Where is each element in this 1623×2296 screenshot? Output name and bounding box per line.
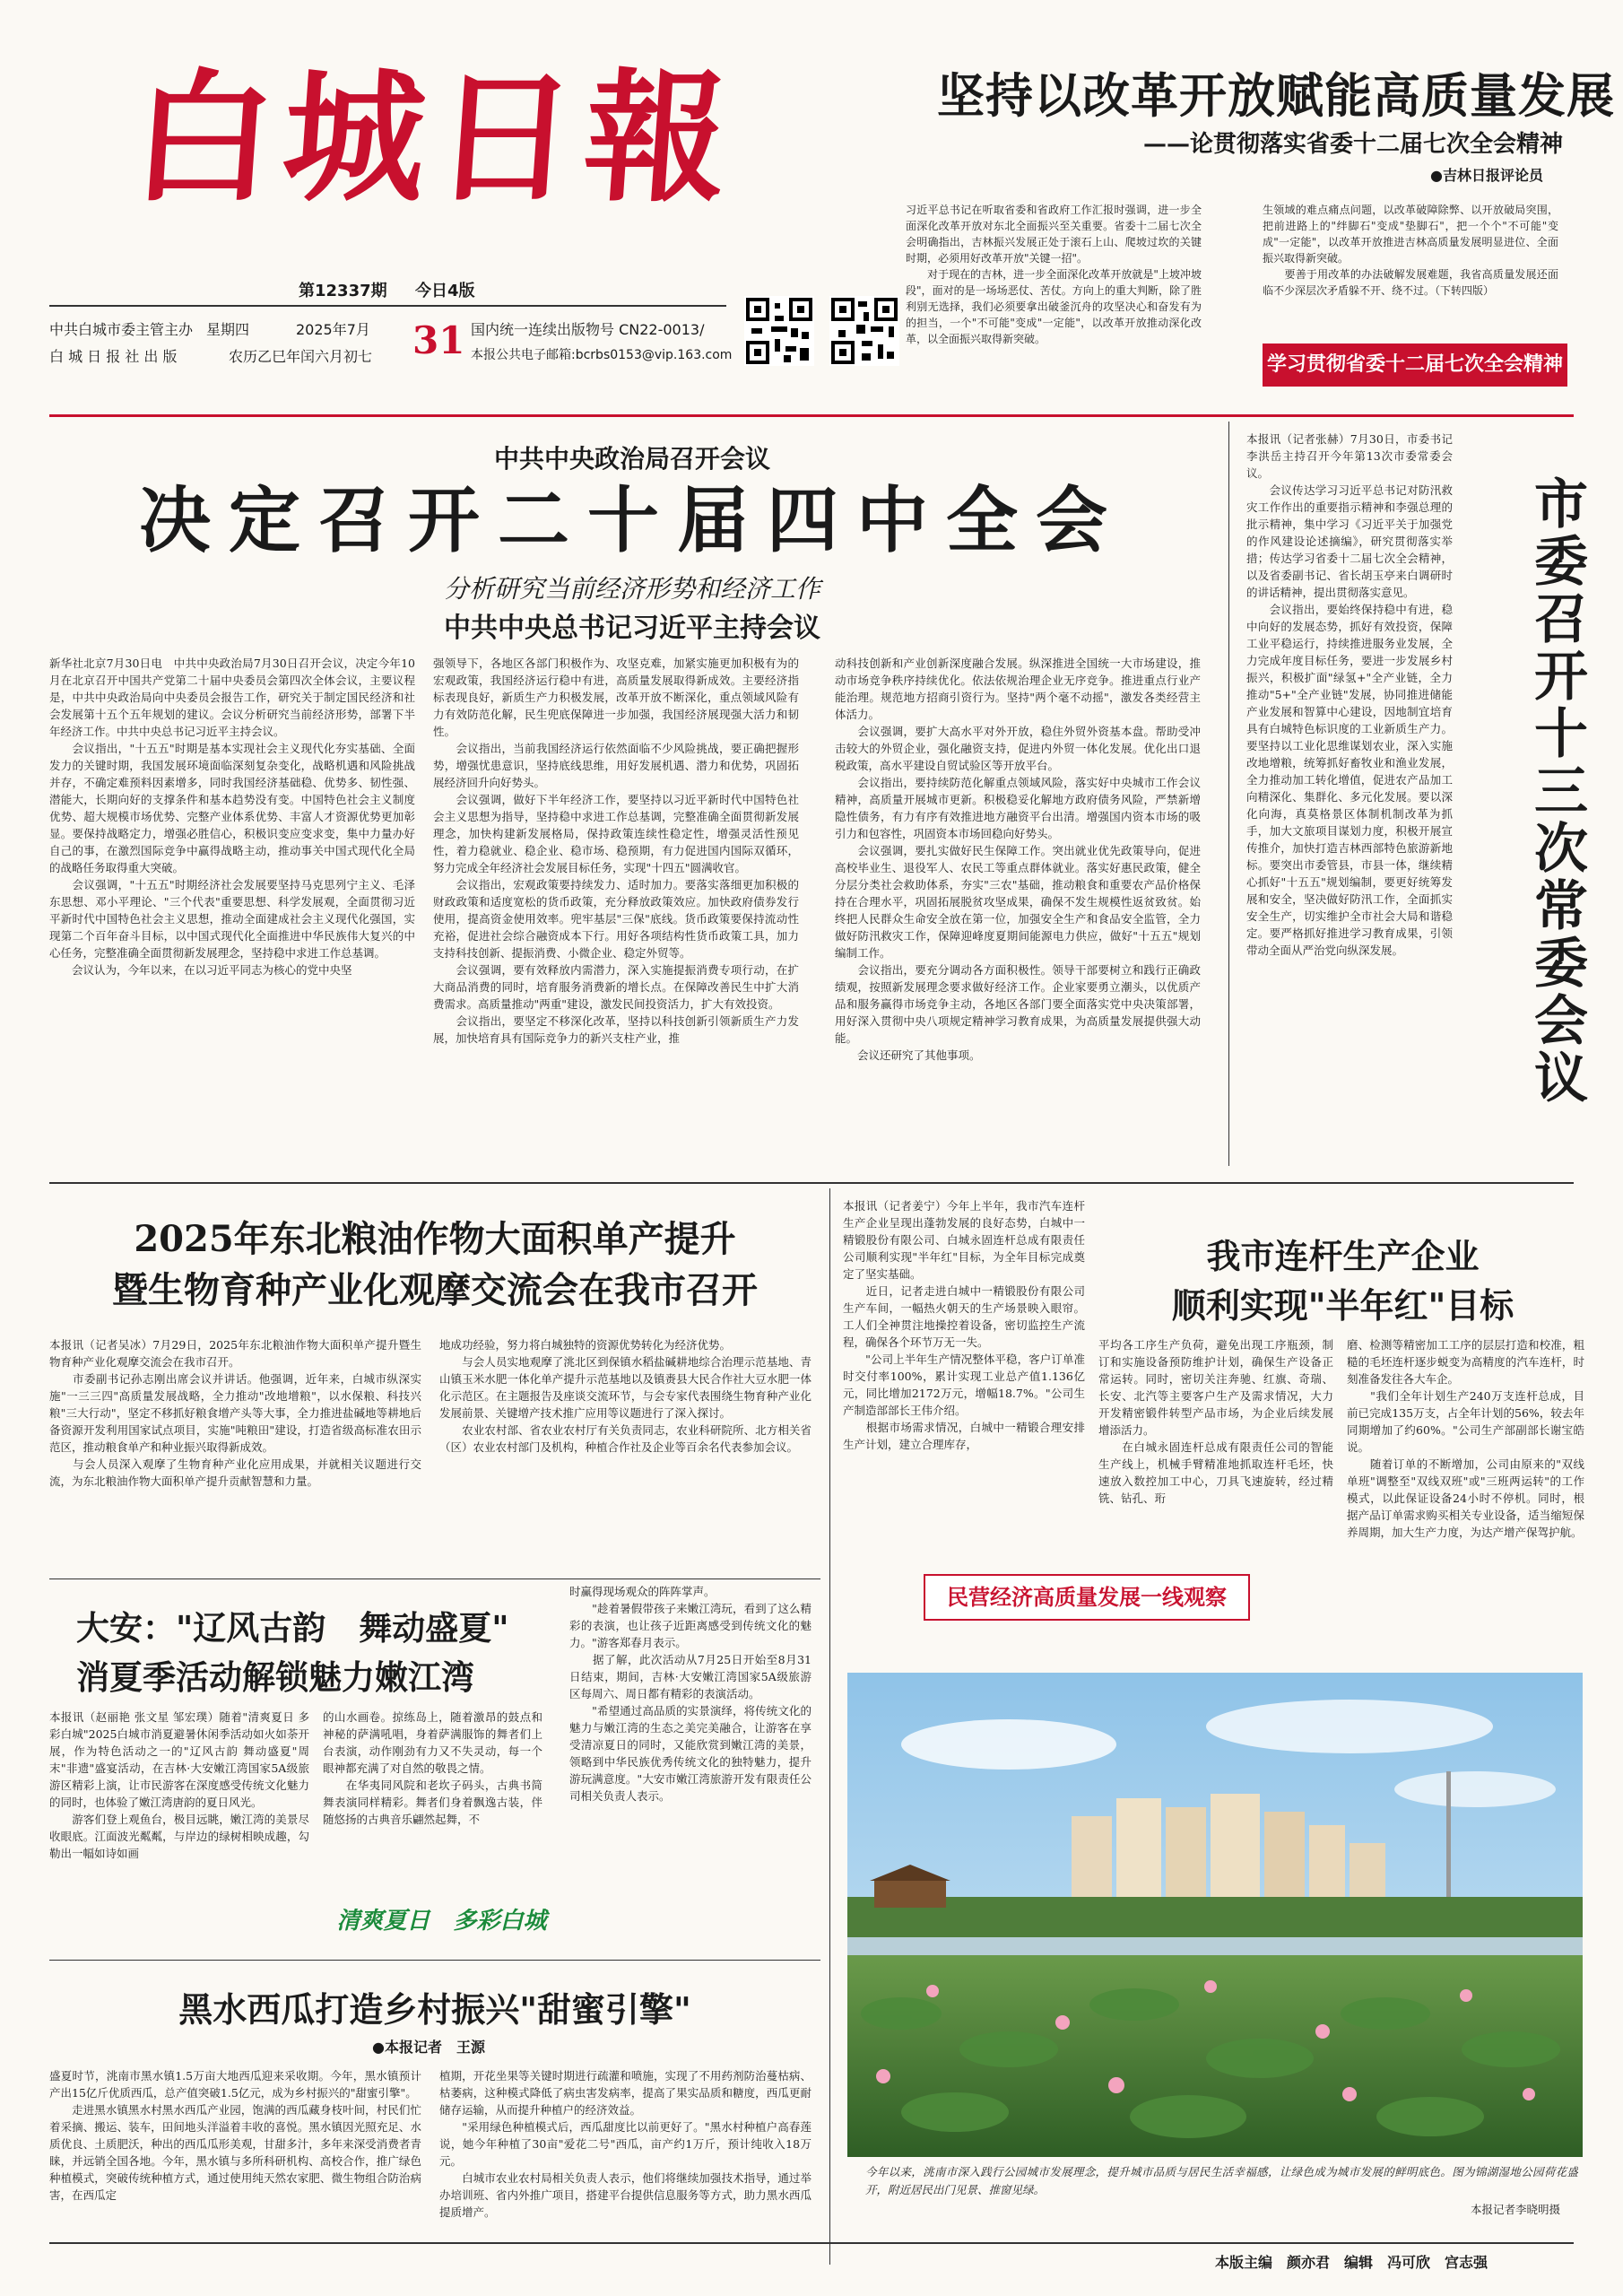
plenum-article <box>49 422 1215 1179</box>
watermelon-byline: ●本报记者 王源 <box>372 2039 485 2056</box>
plenum-headline: 决定召开二十届四中全会 <box>139 478 1125 562</box>
commentary-subtitle: ——论贯彻落实省委十二届七次全会精神 <box>1143 131 1564 158</box>
daan-headline-2: 消夏季活动解锁魅力嫩江湾 <box>76 1657 474 1697</box>
daan-column-1: 本报讯（赵丽艳 张文星 邹宏璞）随着"清爽夏日 多彩白城"2025白城市消夏避暑休闲季活动如火如荼开展，作为特色活动之一的"辽风古韵 舞动盛夏"周末"非遗"盛宴活动，在吉林·大安嫩江湾国家5A级旅游区精彩上演，让市民游客在深度感受传统文化魅力的同时，也体验了嫩江湾唐韵的夏日风光。 游客们登上观鱼台，极目远眺，嫩江湾的美景尽收眼底。江面波光粼粼，与岸边的绿树相映成趣，勾勒出一幅如诗如画 <box>49 1710 309 1860</box>
plenum-column-3: 动科技创新和产业创新深度融合发展。纵深推进全国统一大市场建设，推动市场竞争秩序持续优化。依法依规治理企业无序竞争。推进重点行业产能治理。规范地方招商引资行为。坚持"两个毫不动摇"，激发各类经营主体活力。 会议强调，要扩大高水平对外开放，稳住外贸外资基本盘。帮助受冲击较大的外贸企业，强化融资支持，促进内外贸一体化发展。优化出口退税政策，高水平建设自贸试验区等开放平台。 会议指出，要持续防范化解重点领域风险，落实好中央城市工作会议精神，高质量开展城市更新。积极稳妥化解地方政府债务风险，严禁新增隐性债务，有力有序有效推进地方融资平台出清。增强国内资本市场的吸引力和包容性，巩固资本市场回稳向好势头。 会议强调，要扎实做好民生保障工作。突出就业优先政策导向，促进高校毕业生、退役军人、农民工等重点群体就业。落实好惠民政策，健全分层分类社会救助体系，夯实"三农"基础，推动粮食和重要农产品价格保持在合理水平，巩固拓展脱贫攻坚成果，确保不发生规模性返贫致贫。始终把人民群众生命安全放在第一位，加强安全生产和食品安全监管，全力做好防汛救灾工作，保障迎峰度夏期间能源电力供应，做好"十五五"规划编制工作。 会议指出，要充分调动各方面积极性。领导干部要树立和践行正确政绩观，按照新发展理念要求做好经济工作。企业家要勇立潮头，以优质产品和服务赢得市场竞争主动，各地区各部门要全面落实党中央决策部署，用好深入贯彻中央八项规定精神学习教育成果，为高质量发展提供强大动能。 会议还研究了其他事项。 <box>835 657 1201 1062</box>
column-divider <box>829 1188 830 2265</box>
masthead-divider <box>49 305 726 307</box>
section-divider <box>49 414 1574 417</box>
plenum-subheadline-1: 分析研究当前经济形势和经济工作 <box>443 574 820 604</box>
editor-credits: 本版主编 颜亦君 编辑 冯可欣 宫志强 <box>1215 2254 1488 2271</box>
daan-article <box>49 1583 820 1955</box>
lunar-date: 农历乙巳年闰六月初七 <box>229 348 373 365</box>
watermelon-column-2: 植期，开花坐果等关键时期进行疏灌和喷施，实现了不用药剂防治蔓枯病、枯萎病，这种模式降低了病虫害发病率，提高了果实品质和糖度，西瓜更耐储存运输，从而提升种植户的经济效益。 "采用绿色种植模式后，西瓜甜度比以前更好了。"黑水村种植户高春莲说，她今年种植了30亩"爱花二号"西瓜，亩产约1万斤，预计纯收入18万元。 白城市农业农村局相关负责人表示，他们将继续加强技术指导，通过举办培训班、省内外推广项目，搭建平台提供信息服务等方式，助力黑水西瓜提质增产。 <box>439 2069 812 2219</box>
plenum-column-2: 强领导下，各地区各部门积极作为、攻坚克难，加紧实施更加积极有为的宏观政策，我国经济运行稳中有进，高质量发展取得新成效。主要经济指标表现良好，新质生产力积极发展，改革开放不断深化，重点领域风险有力有效防范化解，民生兜底保障进一步加强，我国经济展现强大活力和韧性。 会议指出，当前我国经济运行依然面临不少风险挑战，要正确把握形势，增强忧患意识，坚持底线思维，用好发展机遇、潜力和优势，巩固拓展经济回升向好势头。 会议强调，做好下半年经济工作，要坚持以习近平新时代中国特色社会主义思想为指导，坚持稳中求进工作总基调，完整准确全面贯彻新发展理念，加快构建新发展格局，保持政策连续性稳定性，增强灵活性预见性，着力稳就业、稳企业、稳市场、稳预期，有力促进国内国际双循环，努力完成全年经济社会发展目标任务，实现"十四五"圆满收官。 会议指出，宏观政策要持续发力、适时加力。要落实落细更加积极的财政政策和适度宽松的货币政策，充分释放政策效应。加快政府债券发行使用，提高资金使用效率。兜牢基层"三保"底线。货币政策要保持流动性充裕，促进社会综合融资成本下行。用好各项结构性货币政策工具，加力支持科技创新、提振消费、小微企业、稳定外贸等。 会议强调，要有效释放内需潜力，深入实施提振消费专项行动，在扩大商品消费的同时，培育服务消费新的增长点。在保障改善民生中扩大消费需求。高质量推动"两重"建设，激发民间投资活力，扩大有效投资。 会议指出，要坚定不移深化改革，坚持以科技创新引领新质生产力发展，加快培育具有国际竞争力的新兴支柱产业，推 <box>433 657 799 1045</box>
private-economy-banner: 民营经济高质量发展一线观察 <box>924 1574 1250 1621</box>
newspaper-logo: 白城日報 <box>126 56 742 222</box>
daan-column-2: 的山水画卷。掠练岛上，随着激昂的鼓点和神秘的萨满吼唱，身着萨满服饰的舞者们上台表演，动作刚劲有力又不失灵动，每一个眼神都充满了对自然的敬畏之情。 在华夷同风院和老坎子码头，古典书简舞表演同样精彩。舞者们身着飘逸古装，伴随悠扬的古典音乐翩然起舞，不 <box>323 1710 542 1826</box>
commentary-column-1: 习近平总书记在听取省委和省政府工作汇报时强调，进一步全面深化改革开放对东北全面振兴至关重要。省委十二届七次全会明确指出，吉林振兴发展正处于滚石上山、爬坡过坎的关键时期，必须用好改革开放"关键一招"。 对于现在的吉林，进一步全面深化改革开放就是"上坡冲坡段"，面对的是一场场恶仗、苦仗。方向上的重大判断，除了胜利别无选择，我们必须要拿出破釜沉舟的攻坚决心和奋发有为的担当，一个"不可能"变成"一定能"，以改革开放推动深化改革，以全面振兴取得新突破。 <box>906 204 1202 345</box>
auto-parts-article <box>843 1188 1587 1655</box>
commentary-column-2: 生领域的难点痛点问题，以改革破障除弊、以开放破局突围，把前进路上的"绊脚石"变成"垫脚石"，把一个个"不可能"变成"一定能"，以改革开放推进吉林高质量发展明显进位、全面振兴取得新突破。 要善于用改革的办法破解发展难题，我省高质量发展还面临不少深层次矛盾躲不开、绕不过。（下转四版） <box>1263 204 1558 297</box>
plenum-kicker: 中共中央政治局召开会议 <box>493 444 770 474</box>
grain-fair-headline-2: 暨生物育种产业化观摩交流会在我市召开 <box>112 1269 758 1311</box>
footer-divider <box>49 2242 1574 2244</box>
lead-commentary <box>906 36 1615 395</box>
auto-parts-column-2: 平均各工序生产负荷，避免出现工序瓶颈，制订和实施设备预防维护计划，确保生产设备正常运转。同时，密切关注奔驰、红旗、奇瑞、长安、北汽等主要客户生产及需求情况，大力开发精密锻件转型产品市场，为企业后续发展增添活力。 在白城永固连杆总成有限责任公司的智能生产线上，机械手臂精准地抓取连杆毛坯，快速放入数控加工中心，刀具飞速旋转，经过精铣、钻孔、珩 <box>1098 1338 1333 1505</box>
plenum-column-1: 新华社北京7月30日电 中共中央政治局7月30日召开会议，决定今年10月在北京召开中国共产党第二十届中央委员会第四次全体会议，主要议程是，中共中央政治局向中央委员会报告工作，研究关于制定国民经济和社会发展第十五个五年规划的建议。会议分析研究当前经济形势，部署下半年经济工作。中共中央总书记习近平主持会议。 会议指出，"十五五"时期是基本实现社会主义现代化夯实基础、全面发力的关键时期，我国发展环境面临深刻复杂变化，战略机遇和风险挑战并存，不确定难预料因素增多，同时我国经济基础稳、优势多、韧性强、潜能大，长期向好的支撑条件和基本趋势没有变。中国特色社会主义制度优势、超大规模市场优势、完整产业体系优势、丰富人才资源优势更加彰显。要保持战略定力，增强必胜信心，积极识变应变求变，集中力量办好自己的事，在激烈国际竞争中赢得战略主动，推动事关中国式现代化全局的战略任务取得重大突破。 会议强调，"十五五"时期经济社会发展要坚持马克思列宁主义、毛泽东思想、邓小平理论、"三个代表"重要思想、科学发展观，全面贯彻习近平新时代中国特色社会主义思想，推动全面建成社会主义现代化强国，实现第二个百年奋斗目标，以中国式现代化全面推进中华民族伟大复兴的中心任务，完整准确全面贯彻新发展理念，坚持稳中求进工作总基调。 会议认为，今年以来，在以习近平同志为核心的党中央坚 <box>49 657 415 977</box>
issue-number: 第12337期 <box>299 282 387 300</box>
standing-committee-article <box>1246 422 1587 1175</box>
qr-code-icon <box>829 296 899 366</box>
qr-code-icon <box>744 296 814 366</box>
date-year-month: 2025年7月 <box>296 321 370 338</box>
summer-activity-tag: 清爽夏日 多彩白城 <box>336 1908 547 1935</box>
auto-parts-headline-2: 顺利实现"半年红"目标 <box>1171 1285 1515 1326</box>
auto-parts-headline-1: 我市连杆生产企业 <box>1206 1236 1480 1276</box>
publisher-line-2: 白 城 日 报 社 出 版 <box>49 348 178 365</box>
publisher-line-1: 中共白城市委主管主办 <box>49 321 194 338</box>
daan-headline-1: 大安："辽风古韵 舞动盛夏" <box>76 1608 509 1648</box>
cn-serial-number: 国内统一连续出版物号 CN22-0013/ <box>471 321 705 338</box>
grain-fair-headline-1: 2025年东北粮油作物大面积单产提升 <box>134 1218 736 1260</box>
auto-parts-column-3: 磨、检测等精密加工工序的层层打造和校准，粗糙的毛坯连杆逐步蜕变为高精度的汽车连杆，时刻准备发往各大车企。 "我们全年计划生产240万支连杆总成，目前已完成135万支，占全年计划的56%，较去年同期增加了约60%。"公司生产部副部长谢宝皓说。 随着订单的不断增加，公司由原来的"双线单班"调整至"双线双班"或"三班两运转"的工作模式，以此保证设备24小时不停机。同时，根据产品订单需求购买相关专业设备，适当缩短保养周期，加大生产力度，为达产增产保驾护航。 <box>1347 1338 1584 1539</box>
auto-parts-column-1: 本报讯（记者姜宁）今年上半年，我市汽车连杆生产企业呈现出蓬勃发展的良好态势，白城中一精锻股份有限公司、白城永固连杆总成有限责任公司顺利实现"半年红"目标，为全年目标完成奠定了坚实基础。 近日，记者走进白城中一精锻股份有限公司生产车间，一幅热火朝天的生产场景映入眼帘。工人们全神贯注地操控着设备，密切监控生产流程，确保各个环节万无一失。 "公司上半年生产情况整体平稳，客户订单准时交付率100%，累计实现工业总产值1.136亿元，同比增加2172万元，增幅18.7%。"公司生产制造部部长王伟介绍。 根据市场需求情况，白城中一精锻合理安排生产计划，建立合理库存， <box>843 1199 1085 1451</box>
commentary-byline: ●吉林日报评论员 <box>1430 167 1543 184</box>
section-divider <box>49 1578 820 1579</box>
photo-caption: 今年以来，洮南市深入践行公园城市发展理念，提升城市品质与居民生活幸福感，让绿色成为城市发展的鲜明底色。图为锦湖湿地公园荷花盛开，附近居民出门见景、推窗见绿。 <box>865 2165 1578 2196</box>
daan-column-3: 时赢得现场观众的阵阵掌声。 "趁着暑假带孩子来嫩江湾玩，看到了这么精彩的表演，也让孩子近距离感受到传统文化的魅力。"游客郑春月表示。 据了解，此次活动从7月25日开始至8月31日结束，期间，吉林·大安嫩江湾国家5A级旅游区每周六、周日都有精彩的表演活动。 "希望通过高品质的实景演绎，将传统文化的魅力与嫩江湾的生态之美完美融合，让游客在享受清凉夏日的同时，又能欣赏到嫩江湾的美景，领略到中华民族优秀传统文化的独特魅力，提升游玩满意度。"大安市嫩江湾旅游开发有限责任公司相关负责人表示。 <box>569 1585 812 1803</box>
committee-headline: 市委召开十三次常委会议 <box>1525 475 1588 1107</box>
grain-fair-column-1: 本报讯（记者吴冰）7月29日，2025年东北粮油作物大面积单产提升暨生物育种产业化观摩交流会在我市召开。 市委副书记孙志刚出席会议并讲话。他强调，近年来，白城市纵深实施"一三三四"高质量发展战略，全力推动"改地增粮"，以水保粮、科技兴粮"三大行动"，坚定不移抓好粮食增产头等大事，全力推进盐碱地等耕地后备资源开发利用国家试点项目，实施"吨粮田"建设，打造省级高标准农田示范区，推动粮食单产和种业振兴取得新成效。 与会人员深入观摩了生物育种产业化应用成果，并就相关议题进行交流，为东北粮油作物大面积单产提升贡献智慧和力量。 <box>49 1338 421 1488</box>
plenum-subheadline-2: 中共中央总书记习近平主持会议 <box>444 613 820 644</box>
section-divider <box>49 1182 1574 1184</box>
grain-fair-column-2: 地成功经验，努力将白城独特的资源优势转化为经济优势。 与会人员实地观摩了洮北区到保镇水稻盐碱耕地综合治理示范基地、青山镇玉米水肥一体化单产提升示范基地以及镇赉县大民合作社大豆水肥一体化示范区。在主题报告及座谈交流环节，与会专家代表围绕生物育种产业化发展前景、关键增产技术推广应用等议题进行了深入探讨。 农业农村部、省农业农村厅有关负责同志，农业科研院所、北方相关省（区）农业农村部门及机构，种植合作社及企业等百余名代表参加会议。 <box>439 1338 812 1454</box>
grain-fair-article <box>49 1188 820 1574</box>
watermelon-article <box>49 1964 820 2233</box>
commentary-title: 坚持以改革开放赋能高质量发展 <box>937 68 1615 124</box>
page-count: 今日4版 <box>415 282 475 300</box>
lotus-park-photo <box>847 1673 1583 2157</box>
watermelon-headline: 黑水西瓜打造乡村振兴"甜蜜引擎" <box>178 1989 691 2030</box>
weekday: 星期四 <box>206 321 250 338</box>
section-divider <box>49 1960 820 1961</box>
commentary-banner: 学习贯彻省委十二届七次全会精神 <box>1263 344 1567 387</box>
watermelon-column-1: 盛夏时节，洮南市黑水镇1.5万亩大地西瓜迎来采收期。今年，黑水镇预计产出15亿斤优质西瓜，总产值突破1.5亿元，成为乡村振兴的"甜蜜引擎"。 走进黑水镇黑水村黑水西瓜产业园，饱满的西瓜藏身枝叶间，村民们忙着采摘、搬运、装车，田间地头洋溢着丰收的喜悦。黑水镇因光照充足、水质优良、土质肥沃，种出的西瓜瓜形美观，甘甜多汁，多年来深受消费者青睐，并远销全国各地。今年，黑水镇与多所科研机构、高校合作，推广绿色种植模式，突破传统种植方式，通过使用纯天然农家肥、微生物组合防治病害，在西瓜定 <box>49 2069 421 2202</box>
contact-email: 本报公共电子邮箱:bcrbs0153@vip.163.com <box>471 348 733 362</box>
photo-credit: 本报记者李晓明摄 <box>1471 2203 1561 2216</box>
committee-text: 本报讯（记者张赫）7月30日，市委书记李洪岳主持召开今年第13次市委常委会议。 会议传达学习习近平总书记对防汛救灾工作作出的重要指示精神和李强总理的批示精神，集中学习《习近平关于加强党的作风建设论述摘编》，研究贯彻落实举措；传达学习省委十二届七次全会精神，以及省委副书记、省长胡玉亭来白调研时的讲话精神，提出贯彻落实意见。 会议指出，要始终保持稳中有进，稳中向好的发展态势，抓好有效投资，保障工业平稳运行，持续推进服务业发展，全力完成年度目标任务，要进一步发展乡村振兴，积极扩面"绿氢+"全产业链，全力推动"5+"全产业链"发展，协同推进储能产业发展和智算中心建设，因地制宜培育具有白城特色标识度的工业新质生产力。要坚持以工业化思维谋划农业，深入实施改地增粮，统筹抓好畜牧业和渔业发展，全力推动加工转化增值，促进农产品加工向精深化、集群化、多元化发展。要以深化向海，真莫格景区体制机制改革为抓手，加大文旅项目谋划力度，积极开展宣传推介，加快打造吉林西部特色旅游新地标。要突出市委管县，市县一体，继续精心抓好"十五五"规划编制，要更好统筹发展和安全，坚决做好防汛工作，全面抓实安全生产，切实维护全市社会大局和谐稳定。要严格抓好推进学习教育成果，引领带动全面从严治党向纵深发展。 <box>1246 432 1453 957</box>
column-divider <box>1228 422 1229 1166</box>
date-day: 31 <box>412 318 465 362</box>
